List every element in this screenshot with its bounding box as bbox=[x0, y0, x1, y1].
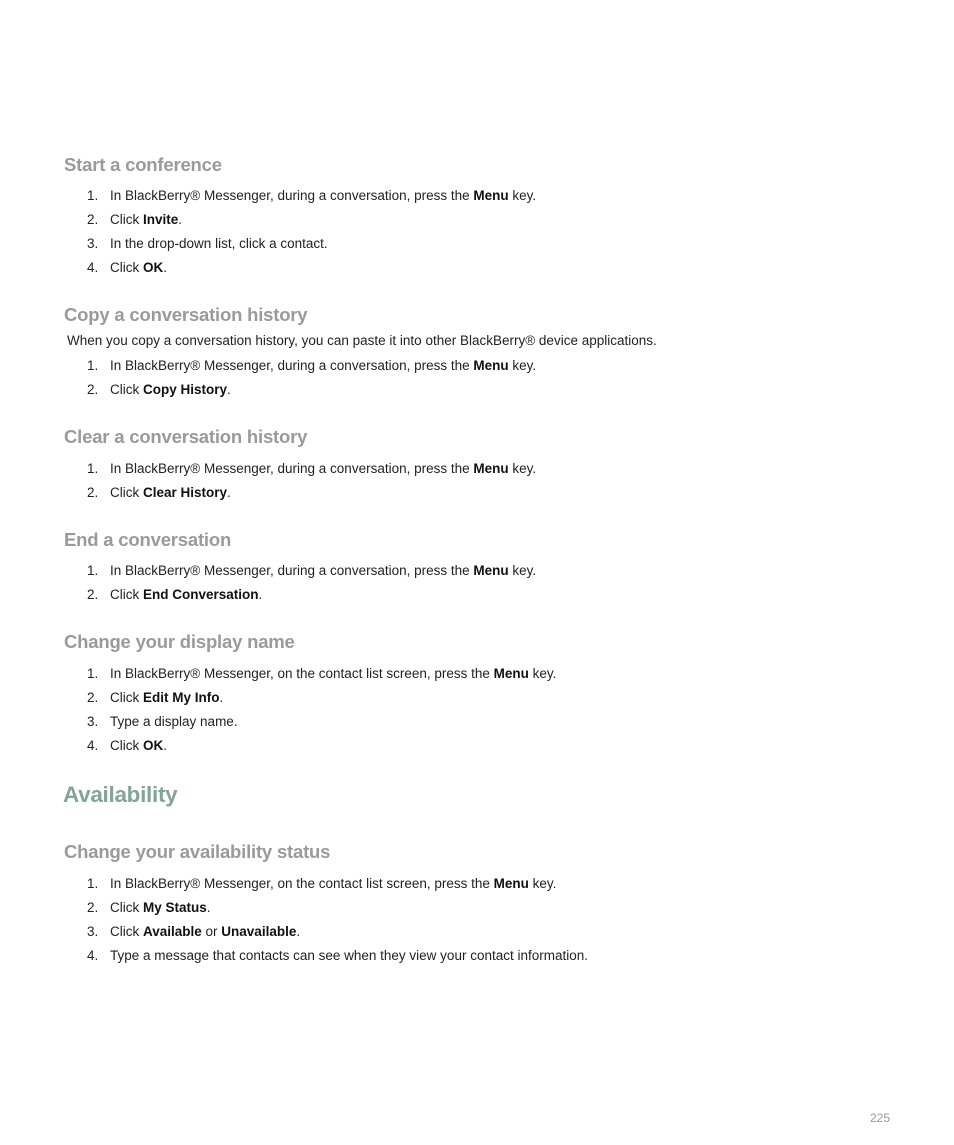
step-number: 1. bbox=[87, 876, 99, 891]
step-text-part: key. bbox=[508, 563, 537, 578]
step-number: 1. bbox=[87, 461, 99, 476]
step-text bbox=[110, 208, 182, 232]
section-title-clear-history: Clear a conversation history bbox=[64, 426, 308, 447]
step-bold-term: OK bbox=[143, 738, 164, 753]
step-text-part: Click bbox=[110, 738, 143, 753]
step-text bbox=[110, 734, 167, 758]
step-text-part: key. bbox=[528, 666, 557, 681]
step-text bbox=[110, 232, 328, 256]
step-text-part: key. bbox=[508, 358, 537, 373]
section-title-start-conference: Start a conference bbox=[64, 154, 222, 175]
step-text-part: Click bbox=[110, 485, 143, 500]
heading-availability: Availability bbox=[63, 782, 178, 807]
step-text-part: Click bbox=[110, 690, 143, 705]
step-text bbox=[110, 184, 536, 208]
step-bold-term: Copy History bbox=[143, 382, 228, 397]
step-bold-term: Edit My Info bbox=[143, 690, 220, 705]
step-text-part: In BlackBerry® Messenger, on the contact list screen, press the bbox=[110, 876, 494, 891]
step-text-part: . bbox=[296, 924, 301, 939]
step-bold-term: End Conversation bbox=[143, 587, 259, 602]
step-text-part: or bbox=[201, 924, 222, 939]
step-text-part: . bbox=[163, 260, 168, 275]
step-text bbox=[110, 583, 262, 607]
step-text bbox=[110, 710, 238, 734]
step-number: 2. bbox=[87, 382, 99, 397]
step-text-part: . bbox=[258, 587, 263, 602]
step-bold-term: Unavailable bbox=[221, 924, 297, 939]
step-bold-term: Menu bbox=[493, 666, 529, 681]
step-text-part: . bbox=[206, 900, 211, 915]
step-number: 4. bbox=[87, 260, 99, 275]
step-text bbox=[110, 457, 536, 481]
step-bold-term: Menu bbox=[473, 188, 509, 203]
step-bold-term: Menu bbox=[473, 563, 509, 578]
step-text-part: In BlackBerry® Messenger, during a conversation, press the bbox=[110, 461, 474, 476]
section-title-display-name: Change your display name bbox=[64, 631, 295, 652]
step-text bbox=[110, 896, 211, 920]
step-number: 1. bbox=[87, 358, 99, 373]
step-number: 1. bbox=[87, 563, 99, 578]
step-number: 2. bbox=[87, 212, 99, 227]
page-number: 225 bbox=[869, 1111, 890, 1125]
step-text-part: In BlackBerry® Messenger, on the contact list screen, press the bbox=[110, 666, 494, 681]
step-text-part: key. bbox=[508, 188, 537, 203]
step-number: 3. bbox=[87, 236, 99, 251]
step-text-part: . bbox=[227, 382, 231, 397]
step-text bbox=[110, 662, 556, 686]
step-bold-term: Menu bbox=[493, 876, 529, 891]
step-text-part: In BlackBerry® Messenger, during a conversation, press the bbox=[110, 188, 474, 203]
step-text-part: Click bbox=[110, 924, 143, 939]
step-text bbox=[110, 481, 231, 505]
step-bold-term: OK bbox=[143, 260, 164, 275]
step-text bbox=[110, 378, 231, 402]
section-title-copy-history: Copy a conversation history bbox=[64, 304, 308, 325]
step-text-part: Click bbox=[110, 587, 143, 602]
step-text-part: Click bbox=[110, 382, 143, 397]
step-number: 2. bbox=[87, 690, 99, 705]
step-text-part: key. bbox=[528, 876, 557, 891]
section-title-end-conversation: End a conversation bbox=[64, 529, 232, 550]
step-number: 3. bbox=[87, 924, 99, 939]
step-text bbox=[110, 354, 536, 378]
step-text bbox=[110, 944, 588, 968]
step-text-part: In the drop-down list, click a contact. bbox=[110, 236, 328, 251]
step-number: 1. bbox=[87, 188, 99, 203]
step-text bbox=[110, 686, 223, 710]
step-text-part: Click bbox=[110, 900, 143, 915]
step-text-part: In BlackBerry® Messenger, during a conversation, press the bbox=[110, 358, 474, 373]
step-bold-term: Clear History bbox=[143, 485, 228, 500]
intro-copy-history: When you copy a conversation history, you can paste it into other BlackBerry® device applications. bbox=[67, 333, 657, 348]
step-number: 4. bbox=[87, 948, 99, 963]
section-title-availability-status: Change your availability status bbox=[64, 841, 331, 862]
step-text bbox=[110, 872, 556, 896]
step-number: 2. bbox=[87, 900, 99, 915]
step-text bbox=[110, 256, 167, 280]
step-bold-term: My Status bbox=[143, 900, 207, 915]
step-bold-term: Invite bbox=[143, 212, 179, 227]
step-number: 4. bbox=[87, 738, 99, 753]
step-bold-term: Available bbox=[143, 924, 202, 939]
step-text-part: In BlackBerry® Messenger, during a conversation, press the bbox=[110, 563, 474, 578]
step-text bbox=[110, 559, 536, 583]
step-bold-term: Menu bbox=[473, 358, 509, 373]
step-number: 3. bbox=[87, 714, 99, 729]
step-text-part: . bbox=[163, 738, 168, 753]
step-bold-term: Menu bbox=[473, 461, 509, 476]
step-text-part: . bbox=[219, 690, 224, 705]
step-text-part: Click bbox=[110, 260, 143, 275]
step-number: 1. bbox=[87, 666, 99, 681]
step-number: 2. bbox=[87, 587, 99, 602]
step-text-part: . bbox=[178, 212, 183, 227]
step-text-part: . bbox=[227, 485, 231, 500]
step-text-part: Click bbox=[110, 212, 143, 227]
step-text bbox=[110, 920, 300, 944]
step-text-part: Type a message that contacts can see when they view your contact information. bbox=[110, 948, 589, 963]
step-text-part: key. bbox=[508, 461, 537, 476]
step-text-part: Type a display name. bbox=[110, 714, 238, 729]
step-number: 2. bbox=[87, 485, 99, 500]
